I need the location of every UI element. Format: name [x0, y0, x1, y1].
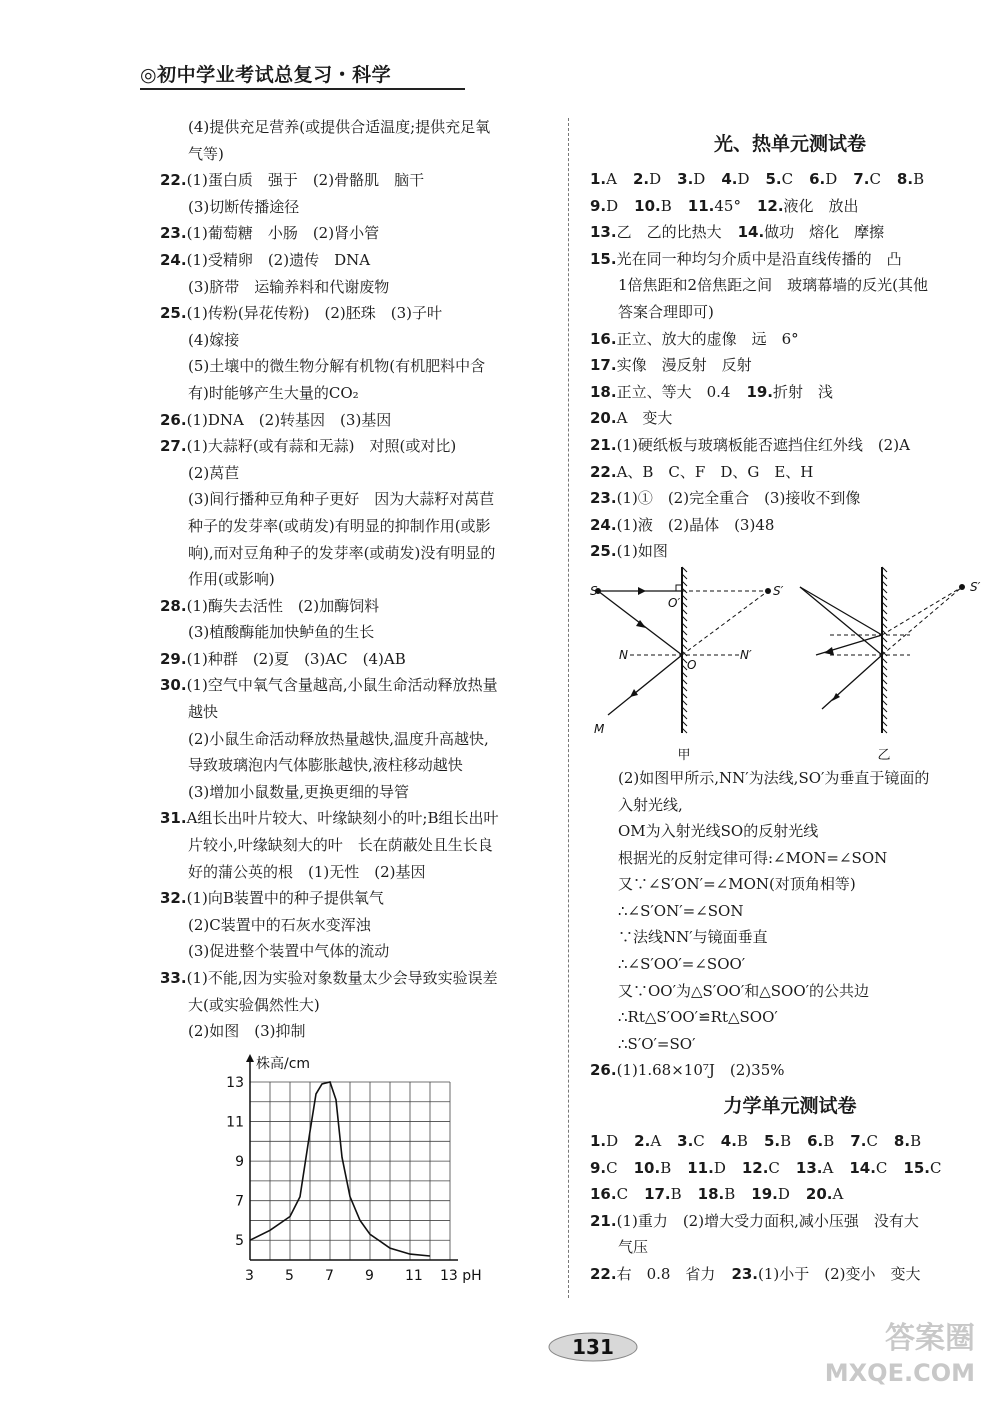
answer-text: (1)小于 (2)变小 变大 — [758, 1265, 921, 1283]
answer-line — [160, 460, 560, 487]
answer-text: ∴S′O′=SO′ — [618, 1034, 696, 1053]
ph-height-chart — [215, 1052, 495, 1292]
question-number: 22. — [590, 1265, 617, 1283]
ray-yi-1v — [882, 587, 962, 635]
answer-text: B — [670, 1185, 682, 1204]
answer-line — [160, 167, 560, 194]
answer-line — [590, 379, 990, 406]
question-number: 13. — [590, 223, 617, 242]
label-m: M — [594, 721, 605, 736]
answer-text: 越快 — [188, 703, 219, 722]
answer-line — [160, 114, 560, 141]
label-n: N — [619, 647, 628, 662]
answer-text: (3)脐带 运输养料和代谢废物 — [188, 277, 390, 296]
question-number: 17. — [644, 1185, 671, 1204]
answer-text: (1)重力 (2)增大受力面积,减小压强 没有大 — [616, 1211, 919, 1230]
answer-line — [590, 951, 990, 978]
answer-line — [160, 407, 560, 434]
question-number: 17. — [590, 356, 617, 375]
answer-text: 有)时能够产生大量的CO₂ — [188, 383, 359, 402]
question-number: 26. — [160, 410, 187, 429]
answer-text: (3)间行播种豆角种子更好 因为大蒜籽对莴苣 — [188, 490, 495, 509]
answer-line — [160, 619, 560, 646]
answer-line — [160, 752, 560, 779]
ray-yi-2v — [882, 587, 962, 655]
answer-text: (1)① (2)完全重合 (3)接收不到像 — [616, 489, 861, 508]
question-number: 3. — [677, 170, 694, 188]
answer-line — [160, 965, 560, 992]
answer-line — [160, 859, 560, 886]
answer-line — [590, 1234, 990, 1261]
answer-line — [590, 405, 990, 432]
answer-text: D — [777, 1185, 790, 1204]
question-number: 24. — [590, 515, 617, 534]
question-number: 16. — [590, 329, 617, 348]
mirror-reflection-figure — [590, 565, 990, 765]
label-o: O — [687, 657, 697, 672]
answer-text: (3)增加小鼠数量,更换更细的导管 — [188, 782, 410, 801]
answer-text: 乙 乙的比热大 — [616, 223, 722, 242]
question-number: 21. — [590, 435, 617, 454]
arrow-yi-1 — [824, 647, 834, 655]
answer-line — [590, 1004, 990, 1031]
answer-text: C — [869, 170, 881, 188]
answer-line — [590, 219, 990, 246]
question-number: 1. — [590, 170, 607, 188]
question-number: 26. — [590, 1061, 617, 1080]
question-number: 8. — [896, 170, 914, 188]
answer-text: (2)如图甲所示,NN′为法线,SO′为垂直于镜面的 — [618, 768, 930, 787]
question-number: 2. — [634, 1132, 651, 1151]
answer-text: 折射 浅 — [773, 382, 834, 401]
column-divider — [568, 118, 569, 1298]
question-number: 23. — [160, 224, 187, 243]
answer-text: (1)硬纸板与玻璃板能否遮挡住红外线 (2)A — [616, 435, 910, 454]
header-rule — [140, 88, 465, 90]
question-number: 20. — [590, 409, 617, 428]
answer-line — [590, 1261, 990, 1288]
answer-text: (4)嫁接 — [188, 330, 240, 349]
ray-om — [608, 655, 682, 715]
answer-text: 气压 — [618, 1238, 649, 1257]
answer-line — [160, 540, 560, 567]
figure-label-yi: 乙 — [877, 747, 891, 763]
x-tick-label: 13 pH — [440, 1268, 482, 1284]
x-tick-label: 9 — [365, 1268, 374, 1284]
label-s: S — [590, 583, 598, 598]
label-o-prime: O′ — [668, 595, 681, 610]
answer-text: A — [822, 1158, 834, 1177]
answer-line — [590, 166, 990, 193]
answer-line — [160, 274, 560, 301]
answer-text: C — [866, 1132, 878, 1151]
answer-line — [590, 898, 990, 925]
ray-yi-4 — [822, 655, 882, 709]
answer-text: (4)提供充足营养(或提供合适温度;提供充足氧 — [188, 118, 491, 136]
answer-text: 根据光的反射定律可得:∠MON=∠SON — [618, 848, 888, 867]
answer-line — [160, 194, 560, 221]
answer-text: (2)如图 (3)抑制 — [188, 1022, 306, 1041]
question-number: 27. — [160, 437, 187, 456]
answer-text: D — [713, 1158, 726, 1177]
answer-line — [590, 818, 990, 845]
answer-text: (1)传粉(异花传粉) (2)胚珠 (3)子叶 — [186, 304, 443, 323]
question-number: 7. — [853, 170, 870, 188]
answer-text: 液化 放出 — [783, 196, 859, 215]
answer-line — [160, 353, 560, 380]
question-number: 5. — [765, 170, 782, 188]
answer-text: 右 0.8 省力 — [616, 1265, 716, 1283]
watermark — [825, 1322, 975, 1390]
question-number: 25. — [590, 542, 617, 561]
answer-text: D — [693, 170, 706, 188]
answer-line — [160, 593, 560, 620]
answer-text: (1)种群 (2)夏 (3)AC (4)AB — [186, 649, 406, 668]
question-number: 18. — [697, 1185, 725, 1204]
answer-line — [590, 299, 990, 326]
answer-text: 导致玻璃泡内气体膨胀越快,液柱移动越快 — [188, 756, 463, 775]
answer-text: (1)蛋白质 强于 (2)骨骼肌 脑干 — [186, 171, 425, 190]
answer-line — [590, 1128, 990, 1155]
question-number: 16. — [590, 1185, 617, 1204]
answer-text: 片较小,叶缘缺刻大的叶 长在荫蔽处且生长良 — [188, 836, 493, 855]
answer-text: (1)葡萄糖 小肠 (2)肾小管 — [186, 224, 380, 243]
left-column — [160, 114, 560, 1045]
answer-text: (1)如图 — [616, 542, 668, 561]
question-number: 28. — [160, 596, 187, 615]
answer-line — [590, 845, 990, 872]
figure-label-jia: 甲 — [677, 747, 691, 763]
label-s-prime: S′ — [773, 583, 784, 598]
question-number: 29. — [160, 649, 187, 668]
ray-yi-1 — [800, 587, 882, 635]
answer-text: B — [736, 1132, 748, 1151]
question-number: 15. — [590, 249, 617, 268]
question-number: 21. — [590, 1211, 617, 1230]
answer-text: ∵法线NN′与镜面垂直 — [618, 928, 768, 947]
page-number-badge — [548, 1332, 638, 1362]
answer-line — [590, 1181, 990, 1208]
answer-text: B — [780, 1132, 792, 1151]
answer-line — [590, 246, 990, 273]
answer-line — [590, 765, 990, 792]
answer-text: C — [606, 1158, 618, 1177]
question-number: 25. — [160, 304, 187, 323]
question-number: 12. — [741, 1158, 769, 1177]
answer-text: (1)受精卵 (2)遗传 DNA — [186, 250, 371, 269]
answer-text: 种子的发芽率(或萌发)有明显的抑制作用(或影 — [188, 516, 491, 535]
answer-text: 气等) — [188, 144, 224, 163]
answer-line — [590, 1031, 990, 1058]
answer-text: (1)大蒜籽(或有蒜和无蒜) 对照(或对比) — [186, 437, 457, 456]
answer-line — [160, 327, 560, 354]
answer-text: A、B C、F D、G E、H — [616, 462, 814, 481]
answer-text: (5)土壤中的微生物分解有机物(有机肥料中含 — [188, 357, 486, 376]
answer-line — [590, 1155, 990, 1182]
answer-line — [160, 726, 560, 753]
y-tick-label: 9 — [235, 1154, 244, 1171]
answer-text: 入射光线, — [618, 795, 683, 814]
answer-text: 45° — [714, 196, 741, 215]
answer-line — [160, 646, 560, 673]
x-tick-label: 7 — [325, 1268, 334, 1284]
answer-line — [590, 1057, 990, 1084]
answer-text: B — [660, 1158, 672, 1177]
x-tick-label: 11 — [405, 1268, 423, 1284]
answer-line — [160, 141, 560, 168]
watermark-line1: 答案圈 — [885, 1321, 975, 1356]
answer-line — [160, 912, 560, 939]
question-number: 32. — [160, 889, 187, 908]
answer-text: 正立、放大的虚像 远 6° — [616, 329, 799, 348]
book-header: ◎初中学业考试总复习・科学 — [140, 64, 392, 86]
y-tick-label: 13 — [226, 1075, 244, 1091]
question-number: 9. — [590, 196, 607, 215]
answer-text: B — [823, 1132, 835, 1151]
question-number: 6. — [809, 170, 826, 188]
answer-text: C — [929, 1158, 942, 1177]
answer-line — [590, 512, 990, 539]
answer-line — [160, 247, 560, 274]
answer-text: 光在同一种均匀介质中是沿直线传播的 凸 — [616, 249, 902, 268]
answer-line — [590, 352, 990, 379]
answer-line — [590, 485, 990, 512]
answer-line — [160, 938, 560, 965]
answer-text: (1)1.68×10⁷J (2)35% — [616, 1061, 785, 1080]
section-title: 力学单元测试卷 — [723, 1095, 857, 1118]
answer-text: C — [768, 1158, 780, 1177]
answer-text: A — [606, 170, 617, 188]
answer-text: (1)不能,因为实验对象数量太少会导致实验误差 — [186, 969, 498, 987]
y-axis-label: 株高/cm — [256, 1056, 311, 1072]
y-tick-label: 11 — [226, 1114, 244, 1131]
question-number: 14. — [849, 1158, 876, 1177]
section-title: 光、热单元测试卷 — [713, 133, 866, 155]
answer-line — [590, 272, 990, 299]
question-number: 11. — [687, 196, 715, 215]
x-tick-label: 5 — [285, 1268, 294, 1284]
question-number: 23. — [590, 489, 617, 508]
answer-text: C — [781, 170, 794, 188]
answer-text: B — [910, 1132, 922, 1151]
answer-text: A 变大 — [616, 409, 673, 428]
answer-line — [160, 672, 560, 699]
right-column — [590, 122, 990, 1288]
answer-text: D — [737, 170, 750, 188]
question-number: 10. — [634, 196, 661, 215]
answer-line — [590, 792, 990, 819]
answer-text: 大(或实验偶然性大) — [188, 995, 320, 1014]
answer-text: A — [832, 1185, 844, 1204]
answer-text: D — [649, 170, 662, 188]
answer-text: D — [825, 170, 838, 188]
answer-text: (3)促进整个装置中气体的流动 — [188, 942, 390, 961]
page-number: 131 — [572, 1335, 614, 1359]
x-tick-label: 3 — [245, 1268, 254, 1284]
answer-text: C — [875, 1158, 888, 1177]
answer-line — [160, 885, 560, 912]
answer-text: 1倍焦距和2倍焦距之间 玻璃幕墙的反光(其他 — [618, 276, 928, 295]
question-number: 33. — [160, 969, 187, 987]
answer-line — [160, 433, 560, 460]
question-number: 19. — [746, 382, 774, 401]
answer-line — [160, 486, 560, 513]
answer-text: A组长出叶片较大、叶缘缺刻小的叶;B组长出叶 — [186, 809, 499, 828]
answer-text: 好的蒲公英的根 (1)无性 (2)基因 — [188, 862, 426, 881]
question-number: 4. — [721, 170, 738, 188]
arrow-so-prime — [638, 587, 646, 595]
arrow-om — [630, 689, 638, 697]
answer-text: 作用(或影响) — [188, 570, 275, 589]
answer-text: (2)C装置中的石灰水变浑浊 — [188, 915, 371, 934]
question-number: 4. — [720, 1132, 737, 1151]
question-number: 18. — [590, 382, 617, 401]
answer-line — [590, 1208, 990, 1235]
question-number: 3. — [677, 1132, 694, 1151]
answer-text: B — [913, 170, 925, 188]
y-axis-arrow — [246, 1054, 254, 1062]
question-number: 19. — [751, 1185, 778, 1204]
answer-text: (1)DNA (2)转基因 (3)基因 — [186, 410, 392, 429]
answer-line — [590, 432, 990, 459]
question-number: 2. — [632, 170, 650, 188]
answer-text: 响),而对豆角种子的发芽率(或萌发)没有明显的 — [188, 543, 496, 562]
answer-text: C — [693, 1132, 705, 1151]
series-line — [250, 1082, 430, 1256]
answer-text: (1)酶失去活性 (2)加酶饲料 — [186, 596, 380, 615]
answer-text: 又∵OO′为△S′OO′和△SOO′的公共边 — [618, 981, 870, 1000]
watermark-line2: MXQE.COM — [824, 1359, 975, 1387]
ray-s-prime-o — [682, 591, 768, 655]
question-number: 22. — [590, 462, 617, 481]
answer-line — [590, 193, 990, 220]
answer-line — [590, 326, 990, 353]
y-tick-label: 5 — [235, 1233, 244, 1250]
question-number: 24. — [160, 250, 187, 269]
answer-text: (1)液 (2)晶体 (3)48 — [616, 515, 775, 534]
answer-text: 又∵∠S′ON′=∠MON(对顶角相等) — [618, 875, 856, 894]
answer-text: (1)向B装置中的种子提供氧气 — [186, 889, 384, 908]
answer-text: (2)小鼠生命活动释放热量越快,温度升高越快, — [188, 729, 489, 748]
answer-line — [590, 924, 990, 951]
question-number: 13. — [795, 1158, 823, 1177]
question-number: 20. — [805, 1185, 833, 1204]
question-number: 5. — [763, 1132, 781, 1151]
answer-line — [590, 978, 990, 1005]
answer-text: D — [606, 1132, 619, 1151]
question-number: 30. — [160, 676, 187, 695]
answer-text: C — [616, 1185, 629, 1204]
question-number: 8. — [893, 1132, 911, 1151]
question-number: 11. — [687, 1158, 714, 1177]
question-number: 22. — [160, 171, 187, 190]
answer-text: ∴Rt△S′OO′≌Rt△SOO′ — [618, 1008, 778, 1027]
answer-text: B — [660, 196, 672, 215]
answer-line — [160, 300, 560, 327]
question-number: 12. — [756, 196, 784, 215]
answer-line — [160, 1018, 560, 1045]
answer-line — [160, 513, 560, 540]
question-number: 7. — [850, 1132, 867, 1151]
answer-text: (2)莴苣 — [188, 463, 240, 482]
answer-text: 做功 熔化 摩擦 — [764, 223, 885, 242]
answer-line — [160, 380, 560, 407]
question-number: 9. — [590, 1158, 607, 1177]
answer-text: A — [650, 1132, 662, 1151]
answer-line — [160, 699, 560, 726]
label-s-prime-yi: S′ — [970, 579, 981, 594]
question-number: 14. — [737, 223, 765, 242]
question-number: 6. — [807, 1132, 824, 1151]
label-n-prime: N′ — [740, 647, 752, 662]
answer-text: (3)植酸酶能加快鲈鱼的生长 — [188, 623, 375, 642]
answer-line — [160, 832, 560, 859]
question-number: 31. — [160, 809, 187, 828]
answer-text: B — [724, 1185, 736, 1204]
answer-line — [590, 538, 990, 565]
question-number: 23. — [731, 1265, 759, 1283]
answer-line — [160, 566, 560, 593]
answer-text: ∴∠S′OO′=∠SOO′ — [618, 955, 746, 974]
answer-line — [160, 992, 560, 1019]
answer-line — [160, 220, 560, 247]
answer-text: 答案合理即可) — [618, 302, 714, 321]
answer-text: 正立、等大 0.4 — [616, 382, 731, 401]
answer-line — [160, 779, 560, 806]
answer-text: (3)切断传播途径 — [188, 197, 300, 216]
answer-line — [590, 459, 990, 486]
answer-line — [590, 871, 990, 898]
answer-text: D — [606, 196, 619, 215]
answer-text: ∴∠S′ON′=∠SON — [618, 901, 744, 920]
y-tick-label: 7 — [235, 1193, 244, 1210]
question-number: 10. — [633, 1158, 661, 1177]
answer-text: 实像 漫反射 反射 — [616, 356, 752, 375]
question-number: 1. — [590, 1132, 607, 1151]
answer-text: OM为入射光线SO的反射光线 — [618, 822, 819, 841]
ray-yi-2 — [800, 587, 882, 655]
answer-text: (1)空气中氧气含量越高,小鼠生命活动释放热量 — [186, 676, 498, 695]
question-number: 15. — [903, 1158, 930, 1177]
answer-line — [160, 805, 560, 832]
